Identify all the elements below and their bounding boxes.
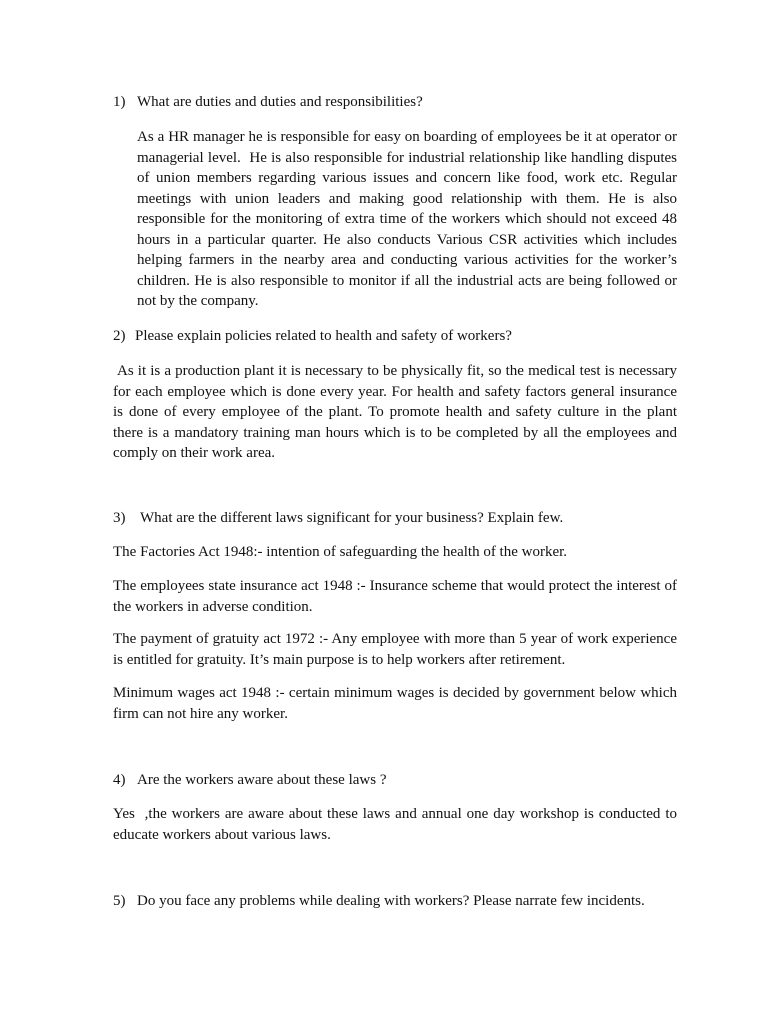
law-line: The payment of gratuity act 1972 :- Any employee with more than 5 year of work experience: [113, 631, 677, 647]
question-text: What are duties and duties and responsibilities?: [137, 94, 423, 110]
answer-1: [137, 127, 677, 312]
law-line: is entitled for gratuity. It’s main purpose is to help workers after retirement.: [113, 651, 566, 668]
answer-line: meetings with union leaders and making good relationship with them. He is also: [137, 190, 677, 207]
question-5: [0, 891, 768, 912]
answer-line: responsible for the monitoring of extra time of the workers which should not exceed 48: [137, 211, 677, 227]
question-number: 3): [113, 510, 126, 526]
answer-line: Yes ,the workers are aware about these laws and annual one day workshop is conducted to: [113, 806, 677, 822]
question-number: 1): [113, 94, 126, 110]
law-gratuity-act: [113, 629, 677, 670]
answer-line: educate workers about various laws.: [113, 826, 331, 843]
question-number: 4): [113, 772, 126, 788]
answer-line: children. He is also responsible to monitor if all the industrial acts are being followed or: [137, 272, 677, 289]
question-text: What are the different laws significant for your business? Explain few.: [140, 510, 564, 526]
question-text: Do you face any problems while dealing with workers? Please narrate few incidents.: [137, 893, 645, 909]
question-text: Are the workers aware about these laws ?: [137, 772, 387, 788]
answer-2: [113, 361, 677, 464]
law-line: The employees state insurance act 1948 :- Insurance scheme that would protect the interest of: [113, 578, 677, 594]
law-line: the workers in adverse condition.: [113, 598, 313, 615]
law-line: firm can not hire any worker.: [113, 705, 288, 722]
answer-4: [113, 804, 677, 845]
law-minimum-wages-act: [113, 683, 677, 724]
law-line: Minimum wages act 1948 :- certain minimum wages is decided by government below which: [113, 685, 677, 701]
question-3: [0, 508, 768, 529]
question-text: Please explain policies related to health and safety of workers?: [135, 328, 512, 344]
answer-line: of union members regarding various issues and concern like food, work etc. Regular: [137, 170, 677, 186]
question-2: [0, 326, 768, 347]
answer-line: for each employee which is done every year. For health and safety factors general insurance: [113, 383, 677, 400]
answer-line: helping farmers in the nearby area and conducting various activities for the worker’s: [137, 252, 677, 268]
question-number: 2): [113, 328, 126, 344]
answer-line: managerial level. He is also responsible for industrial relationship like handling disputes: [137, 149, 677, 166]
answer-line: hours in a particular quarter. He also conducts Various CSR activities which includes: [137, 231, 677, 248]
answer-line: As it is a production plant it is necessary to be physically fit, so the medical test is necessary: [117, 363, 677, 379]
question-number: 5): [113, 893, 126, 909]
question-1: [0, 92, 768, 113]
answer-line: is done of every employee of the plant. To promote health and safety culture in the plant: [113, 404, 677, 420]
answer-line: comply on their work area.: [113, 445, 276, 461]
answer-line: there is a mandatory training man hours which is to be completed by all the employees and: [113, 424, 677, 441]
law-esi-act: [113, 576, 677, 617]
law-line: The Factories Act 1948:- intention of safeguarding the health of the worker.: [113, 544, 568, 560]
question-4: [0, 770, 768, 791]
answer-line: As a HR manager he is responsible for easy on boarding of employees be it at operator or: [137, 129, 677, 145]
answer-line: not by the company.: [137, 293, 259, 309]
law-factories-act: [113, 542, 677, 563]
